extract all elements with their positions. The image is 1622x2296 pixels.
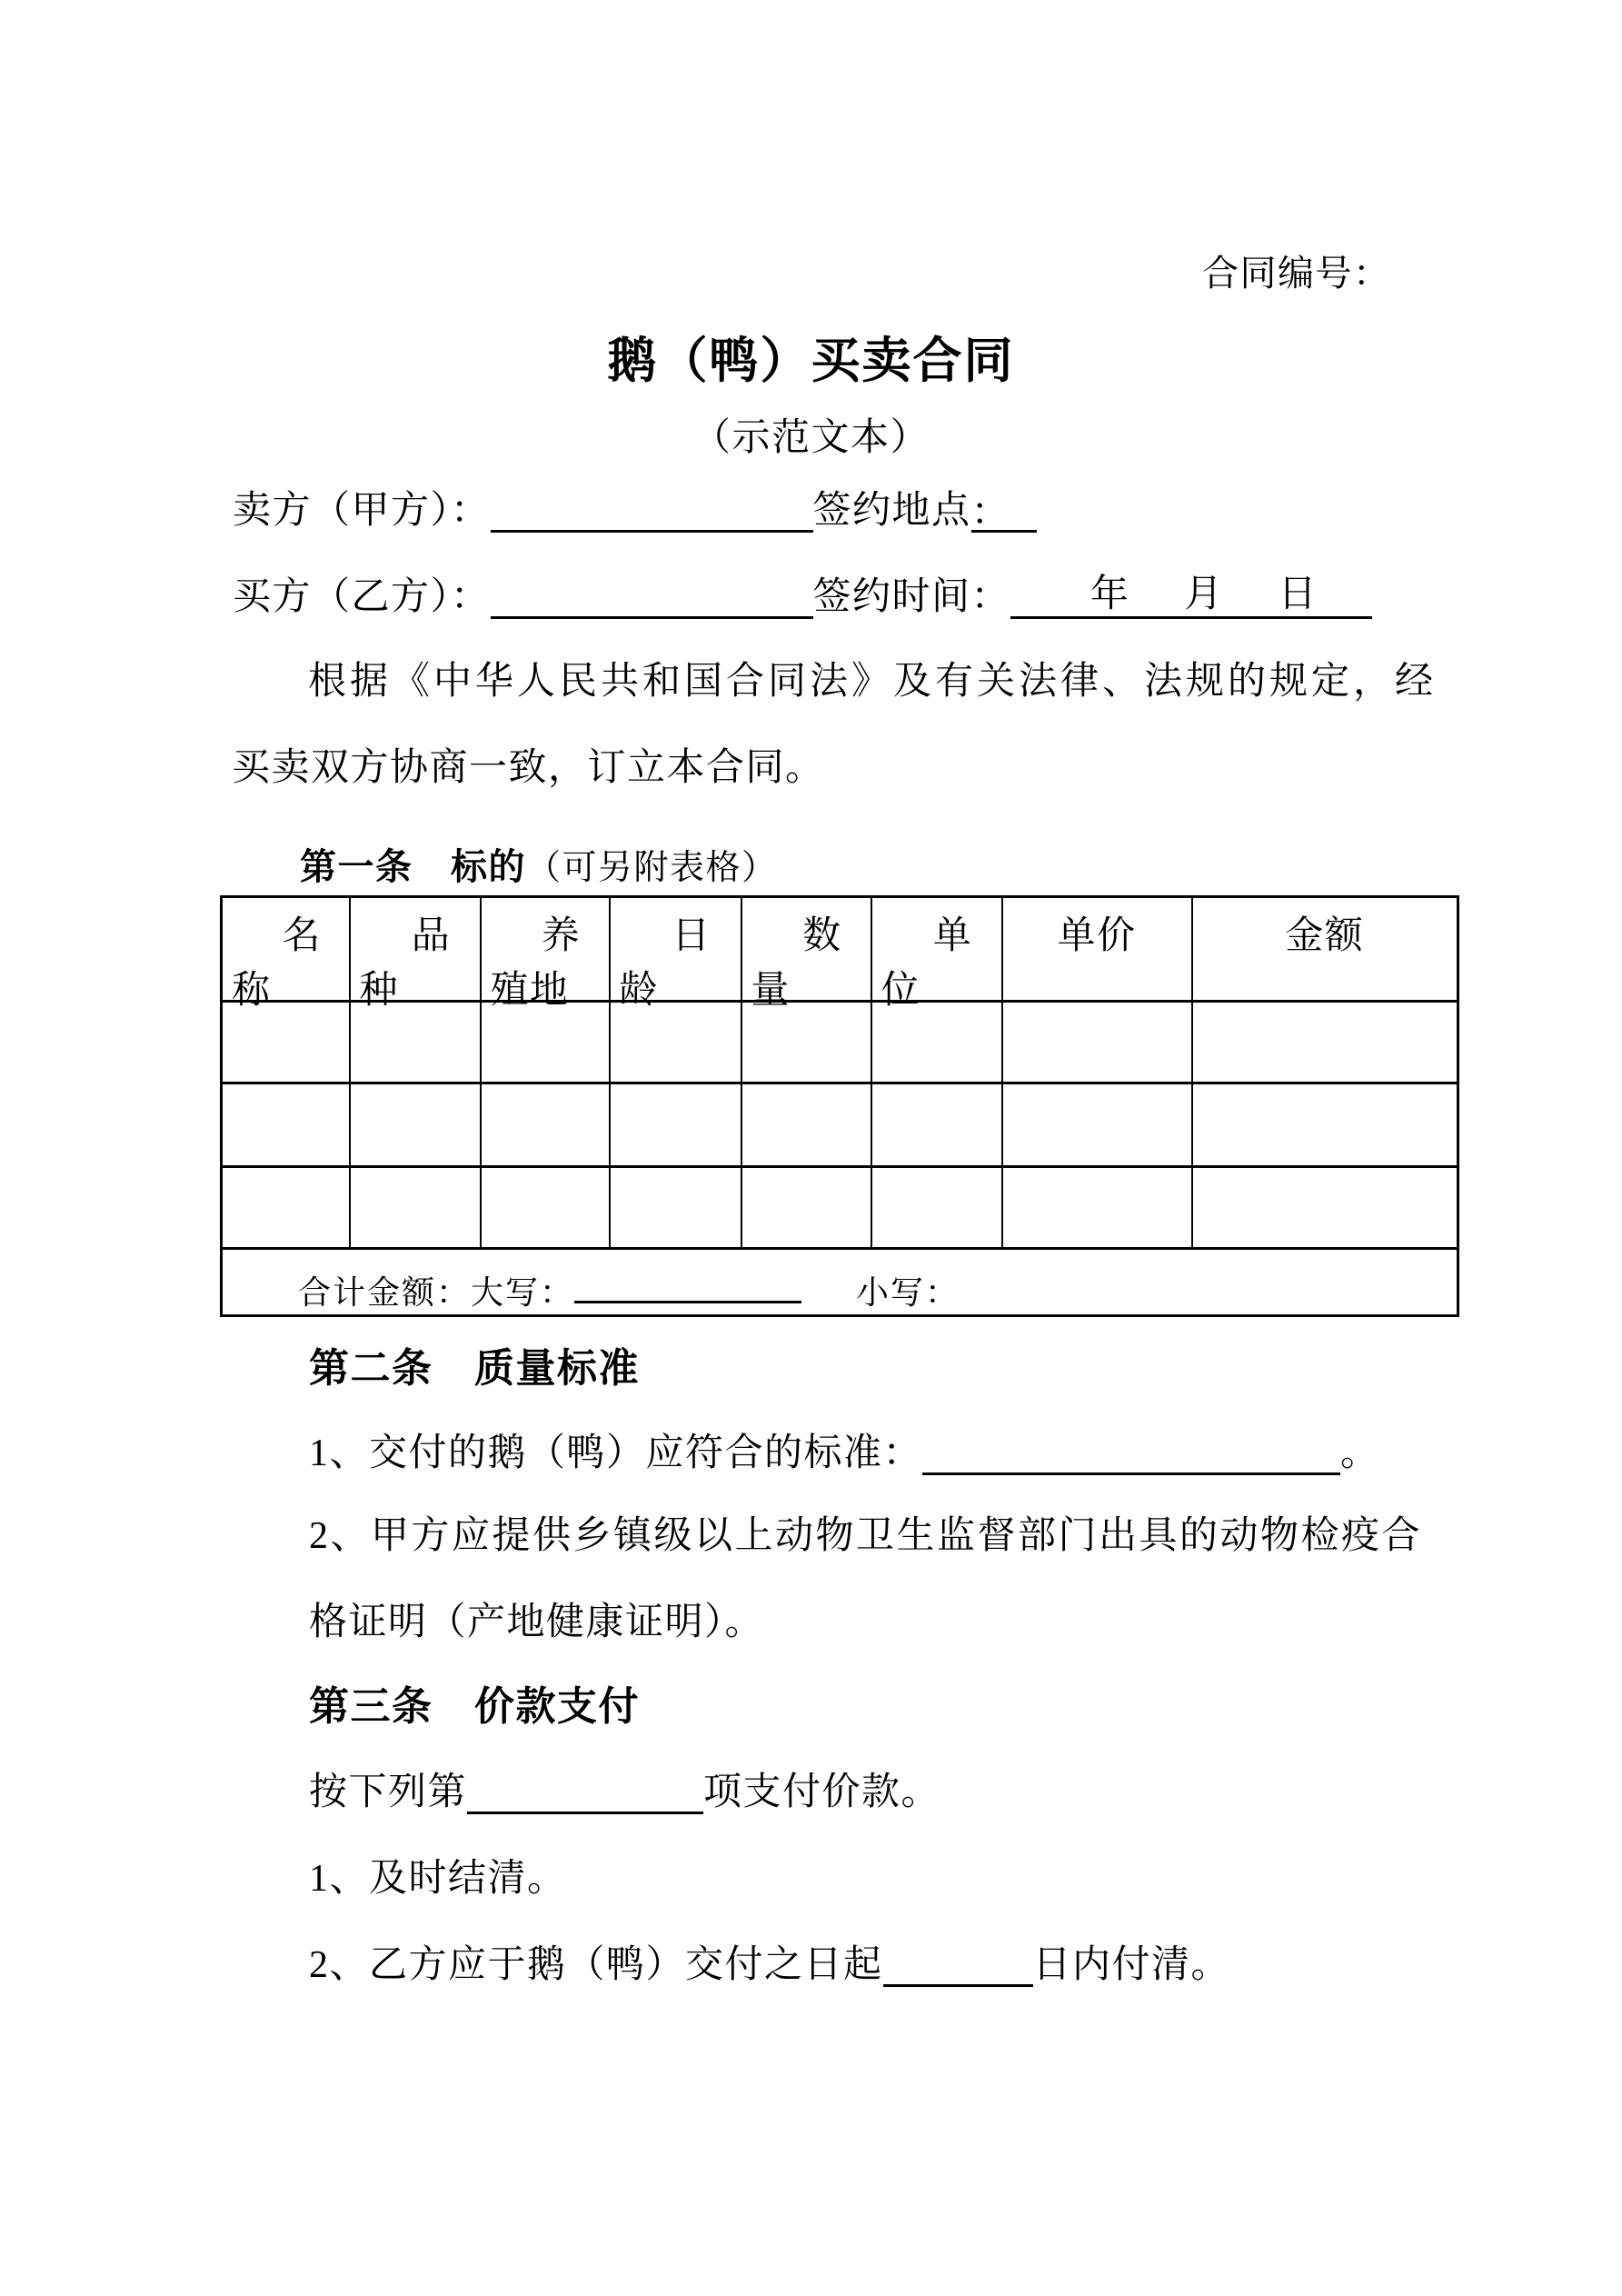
article3-pay-line [309, 1771, 940, 1814]
subject-table [220, 895, 1459, 1317]
buyer-label: 买方（乙方）： [233, 576, 491, 618]
article2-item2-line2: 格证明（产地健康证明）。 [309, 1602, 765, 1643]
table-total-cell [222, 1249, 1458, 1316]
payment-option-blank[interactable] [467, 1772, 703, 1814]
table-empty-cell[interactable] [481, 1083, 610, 1167]
total-amount-words-blank[interactable] [574, 1264, 801, 1303]
buyer-line [233, 575, 1372, 619]
article3-item2 [309, 1943, 1230, 1987]
table-empty-cell[interactable] [610, 1167, 741, 1249]
article3-item2-suffix: 日内付清。 [1032, 1944, 1231, 1986]
seller-line [233, 489, 1037, 533]
sign-place-label: 签约地点 [812, 490, 971, 532]
intro-line-1: 根据《中华人民共和国合同法》及有关法律、法规的规定，经 [308, 661, 1438, 703]
table-total-row [222, 1249, 1458, 1316]
article1-heading-title: 第一条 标的 [300, 846, 526, 887]
intro-line-2: 买卖双方协商一致，订立本合同。 [232, 747, 825, 789]
total-amount-label: 合计金额：大写： [298, 1273, 575, 1311]
col-header-age: 日 龄 [610, 897, 741, 1002]
article3-item1: 1、及时结清。 [309, 1858, 567, 1900]
sign-place-colon: ： [970, 492, 1011, 534]
article2-item1 [309, 1432, 1380, 1475]
standard-blank[interactable] [922, 1433, 1340, 1475]
table-empty-cell[interactable] [1002, 1083, 1192, 1167]
table-empty-cell[interactable] [350, 1167, 481, 1249]
article2-item2-line1: 2、甲方应提供乡镇级以上动物卫生监督部门出具的动物检疫合 [309, 1515, 1423, 1557]
payment-days-blank[interactable] [883, 1945, 1033, 1987]
table-empty-cell[interactable] [871, 1167, 1002, 1249]
article2-item1-period: 。 [1340, 1433, 1380, 1474]
col-header-quantity: 数 量 [741, 897, 871, 1002]
article1-heading [300, 846, 778, 889]
table-row [222, 1167, 1458, 1249]
article2-item1-text: 1、交付的鹅（鸭）应符合的标准： [309, 1433, 923, 1474]
page-title: 鹅（鸭）买卖合同 [607, 334, 1015, 388]
table-empty-cell[interactable] [1192, 1167, 1458, 1249]
table-empty-cell[interactable] [871, 1083, 1002, 1167]
col-header-unit-price: 单价 [1002, 897, 1192, 1002]
pay-line-suffix: 项支付价款。 [703, 1772, 941, 1813]
col-header-breed: 品 种 [350, 897, 481, 1002]
sign-date-blank[interactable] [1010, 574, 1372, 619]
table-empty-cell[interactable] [1002, 1002, 1192, 1083]
year-label: 年 [1090, 574, 1130, 615]
article2-heading: 第二条 质量标准 [309, 1346, 640, 1391]
seller-name-blank[interactable] [491, 491, 813, 533]
article3-heading: 第三条 价款支付 [309, 1684, 640, 1729]
page-subtitle: （示范文本） [692, 417, 930, 459]
pay-line-prefix: 按下列第 [309, 1772, 468, 1813]
table-empty-cell[interactable] [1002, 1167, 1192, 1249]
table-empty-cell[interactable] [741, 1167, 871, 1249]
month-label: 月 [1184, 574, 1224, 615]
contract-number-label: 合同编号： [1202, 253, 1391, 294]
article1-heading-note: （可另附表格） [526, 849, 778, 887]
table-empty-cell[interactable] [741, 1083, 871, 1167]
table-empty-cell[interactable] [1192, 1002, 1458, 1083]
col-header-unit: 单 位 [871, 897, 1002, 1002]
day-label: 日 [1278, 574, 1318, 615]
table-empty-cell[interactable] [350, 1083, 481, 1167]
table-empty-cell[interactable] [222, 1083, 350, 1167]
article3-item2-prefix: 2、乙方应于鹅（鸭）交付之日起 [309, 1944, 883, 1986]
subject-table-header-row [222, 897, 1458, 1002]
buyer-name-blank[interactable] [491, 577, 813, 619]
table-empty-cell[interactable] [610, 1083, 741, 1167]
table-empty-cell[interactable] [1192, 1083, 1458, 1167]
sign-place-blank[interactable] [971, 491, 1037, 533]
table-row [222, 1083, 1458, 1167]
col-header-name: 名 称 [222, 897, 350, 1002]
col-header-farm: 养 殖地 [481, 897, 610, 1002]
table-empty-cell[interactable] [481, 1167, 610, 1249]
seller-label: 卖方（甲方）： [233, 490, 491, 532]
col-header-amount: 金额 [1192, 897, 1458, 1002]
table-empty-cell[interactable] [222, 1167, 350, 1249]
sign-time-label: 签约时间： [812, 576, 1011, 618]
total-amount-figures-label: 小写： [856, 1273, 960, 1311]
